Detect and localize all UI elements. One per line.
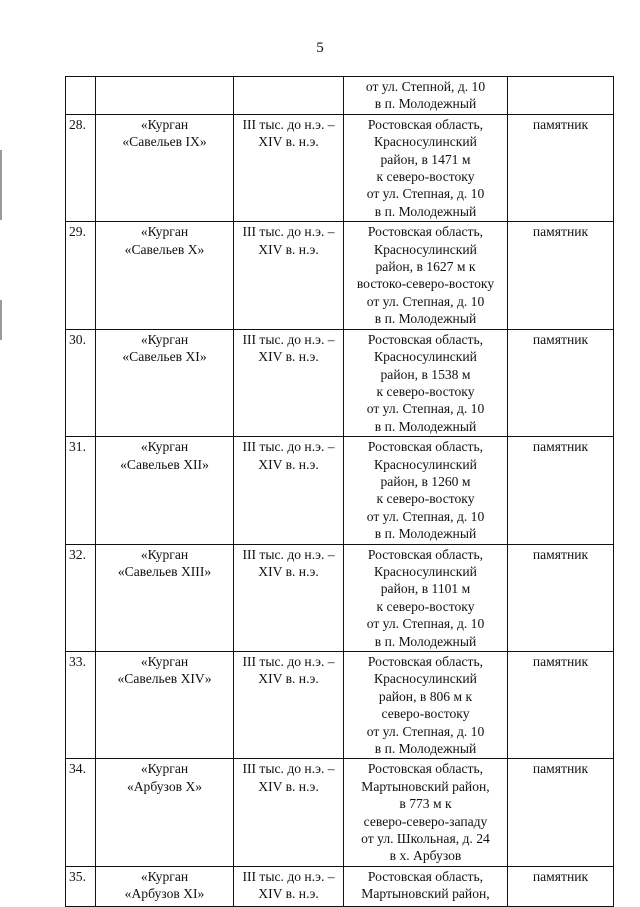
dating-cell	[234, 652, 344, 759]
row-number-cell: 33.	[66, 652, 96, 759]
monument-name-line: «Савельев XIII»	[117, 563, 212, 579]
location-line: востоко-северо-востоку	[356, 276, 495, 292]
location-line: северо-востоку	[381, 706, 470, 722]
location-line: Мартыновский район,	[361, 778, 490, 794]
table-row	[66, 544, 614, 651]
scan-edge-mark	[0, 300, 2, 340]
monument-name-line: «Савельев XII»	[120, 456, 209, 472]
location-line: к северо-востоку	[376, 169, 475, 185]
location-line: район, в 1627 м к	[375, 259, 476, 275]
row-number-cell: 29.	[66, 222, 96, 329]
monument-name-line: «Курган	[140, 868, 189, 884]
scan-edge-mark	[0, 150, 2, 220]
location-line: от ул. Степная, д. 10	[366, 401, 485, 417]
monument-name-line: «Арбузов XI»	[124, 886, 205, 902]
monument-name-cell	[96, 866, 234, 906]
dating-line: III тыс. до н.э. –	[242, 654, 335, 669]
category-cell: памятник	[508, 329, 614, 436]
monument-name-line: «Курган	[140, 546, 189, 562]
location-line: от ул. Степной, д. 10	[365, 79, 486, 94]
location-line: от ул. Степная, д. 10	[366, 508, 485, 524]
monument-name-cell	[96, 77, 234, 115]
location-line: от ул. Степная, д. 10	[366, 616, 485, 632]
category-cell: памятник	[508, 222, 614, 329]
dating-line: XIV в. н.э.	[258, 886, 319, 902]
location-cell	[344, 329, 508, 436]
monument-name-line: «Савельев XI»	[122, 349, 207, 365]
location-line: район, в 806 м к	[378, 688, 473, 704]
location-cell	[344, 437, 508, 544]
location-line: район, в 1471 м	[380, 151, 471, 167]
location-cell	[344, 544, 508, 651]
location-line: Красносулинский	[374, 241, 477, 257]
location-line: в п. Молодежный	[374, 418, 477, 434]
location-line: Ростовская область,	[367, 868, 484, 884]
row-number-cell: 31.	[66, 437, 96, 544]
location-line: к северо-востоку	[376, 383, 475, 399]
dating-line: XIV в. н.э.	[258, 778, 319, 794]
location-line: Красносулинский	[374, 671, 477, 687]
monument-name-line: «Савельев XIV»	[117, 671, 212, 687]
table-row	[66, 759, 614, 866]
category-cell: памятник	[508, 866, 614, 906]
monument-name-line: «Курган	[140, 224, 189, 240]
monument-name-cell	[96, 544, 234, 651]
dating-cell	[234, 437, 344, 544]
dating-line: III тыс. до н.э. –	[242, 868, 335, 884]
location-line: в п. Молодежный	[374, 741, 477, 757]
table-row	[66, 114, 614, 221]
location-line: Красносулинский	[374, 349, 477, 365]
dating-line: XIV в. н.э.	[258, 456, 319, 472]
row-number-cell: 35.	[66, 866, 96, 906]
row-number-cell: 32.	[66, 544, 96, 651]
dating-line: III тыс. до н.э. –	[242, 116, 335, 132]
location-line: Ростовская область,	[367, 116, 484, 132]
dating-cell	[234, 329, 344, 436]
location-line: к северо-востоку	[376, 491, 475, 507]
location-line: в п. Молодежный	[374, 96, 477, 112]
row-number-cell: 34.	[66, 759, 96, 866]
dating-cell	[234, 222, 344, 329]
dating-line: XIV в. н.э.	[258, 563, 319, 579]
dating-line: XIV в. н.э.	[258, 241, 319, 257]
location-line: Красносулинский	[374, 456, 477, 472]
location-line: Ростовская область,	[367, 439, 484, 455]
table-row	[66, 866, 614, 906]
dating-cell	[234, 544, 344, 651]
dating-line: XIV в. н.э.	[258, 134, 319, 150]
dating-line: III тыс. до н.э. –	[242, 761, 335, 777]
dating-line: XIV в. н.э.	[258, 349, 319, 365]
monument-name-line: «Савельев IX»	[122, 134, 207, 150]
dating-cell	[234, 759, 344, 866]
table-row	[66, 329, 614, 436]
location-line: в п. Молодежный	[374, 311, 477, 327]
row-number-cell: 28.	[66, 114, 96, 221]
row-number-cell: 30.	[66, 329, 96, 436]
location-line: к северо-востоку	[376, 598, 475, 614]
location-line: от ул. Степная, д. 10	[366, 186, 485, 202]
monument-name-cell	[96, 222, 234, 329]
row-number-cell	[66, 77, 96, 115]
table-row	[66, 652, 614, 759]
dating-line: III тыс. до н.э. –	[242, 546, 335, 562]
table-row	[66, 222, 614, 329]
dating-line: III тыс. до н.э. –	[242, 224, 335, 240]
location-line: в п. Молодежный	[374, 526, 477, 542]
table-body	[66, 77, 614, 907]
location-line: Красносулинский	[374, 134, 477, 150]
category-cell: памятник	[508, 652, 614, 759]
monument-name-line: «Курган	[140, 654, 189, 669]
monument-name-line: «Курган	[140, 331, 189, 347]
location-line: Красносулинский	[374, 563, 477, 579]
monument-name-cell	[96, 437, 234, 544]
category-cell: памятник	[508, 544, 614, 651]
location-line: Мартыновский район,	[361, 886, 490, 902]
table-row	[66, 437, 614, 544]
dating-cell	[234, 866, 344, 906]
dating-line: III тыс. до н.э. –	[242, 331, 335, 347]
location-cell	[344, 759, 508, 866]
location-line: район, в 1538 м	[380, 366, 471, 382]
location-line: Ростовская область,	[367, 654, 484, 669]
category-cell: памятник	[508, 437, 614, 544]
category-cell	[508, 77, 614, 115]
monument-name-line: «Курган	[140, 439, 189, 455]
dating-cell	[234, 77, 344, 115]
dating-line: XIV в. н.э.	[258, 671, 319, 687]
location-line: от ул. Степная, д. 10	[366, 293, 485, 309]
monument-name-cell	[96, 329, 234, 436]
location-line: Ростовская область,	[367, 224, 484, 240]
location-line: от ул. Степная, д. 10	[366, 723, 485, 739]
monument-name-cell	[96, 759, 234, 866]
location-cell	[344, 222, 508, 329]
location-line: район, в 1260 м	[380, 473, 471, 489]
location-line: в п. Молодежный	[374, 203, 477, 219]
location-line: Ростовская область,	[367, 331, 484, 347]
location-line: Ростовская область,	[367, 761, 484, 777]
table-row	[66, 77, 614, 115]
location-line: в х. Арбузов	[389, 848, 462, 864]
monument-name-cell	[96, 652, 234, 759]
location-cell	[344, 652, 508, 759]
dating-line: III тыс. до н.э. –	[242, 439, 335, 455]
location-line: в 773 м к	[399, 796, 452, 812]
location-line: северо-северо-западу	[363, 813, 488, 829]
dating-cell	[234, 114, 344, 221]
monument-name-line: «Арбузов X»	[126, 778, 203, 794]
monument-name-line: «Савельев X»	[124, 241, 205, 257]
location-cell	[344, 77, 508, 115]
location-line: район, в 1101 м	[380, 581, 471, 597]
monument-name-line: «Курган	[140, 761, 189, 777]
page-number: 5	[316, 40, 324, 56]
location-cell	[344, 866, 508, 906]
location-cell	[344, 114, 508, 221]
location-line: в п. Молодежный	[374, 633, 477, 649]
monuments-table	[65, 76, 614, 907]
monument-name-cell	[96, 114, 234, 221]
category-cell: памятник	[508, 759, 614, 866]
location-line: Ростовская область,	[367, 546, 484, 562]
category-cell: памятник	[508, 114, 614, 221]
monument-name-line: «Курган	[140, 116, 189, 132]
location-line: от ул. Школьная, д. 24	[361, 831, 490, 847]
